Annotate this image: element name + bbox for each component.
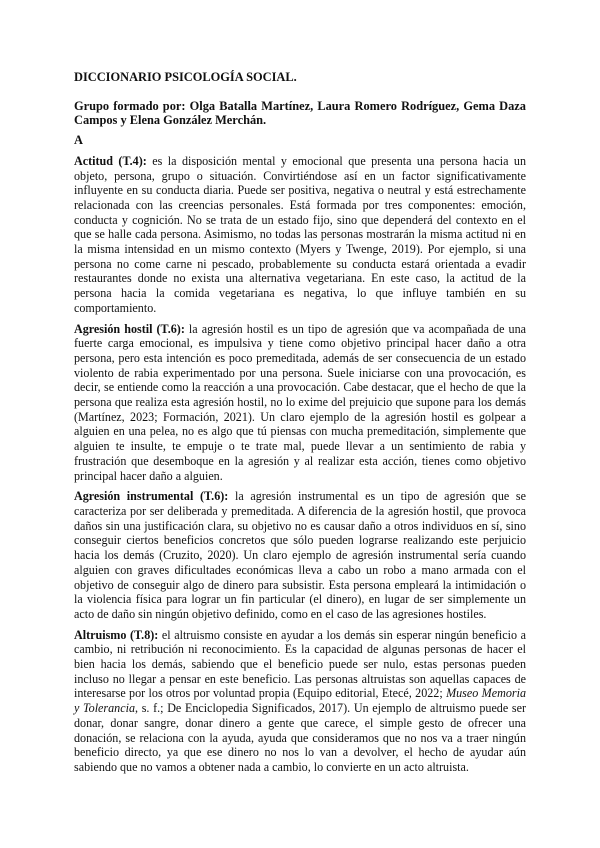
entry-agresion-instrumental <box>74 489 526 621</box>
entry-text: el altruismo consiste en ayudar a los demás sin esperar ningún beneficio a cambio, ni retribución ni reconocimiento. Es la capacidad de algunas personas de hacer el bien hacia los demás, sabiendo que el beneficio puede ser nulo, estas personas pueden incluso no llegar a pensar en este beneficio. Las personas altruistas son aquellas capaces de interesarse por los otros por voluntad propia (Equipo editorial, Etecé, 2022; <box>74 627 526 701</box>
entry-italic-source: Museo Memoria y Tolerancia <box>74 686 526 716</box>
entry-actitud <box>74 154 526 316</box>
entry-term: Actitud (T.4): <box>74 153 147 168</box>
entry-text: es la disposición mental y emocional que presenta una persona hacia un objeto, persona, grupo o situación. Convirtiéndose así en un factor significativamente influyente en su conducta diaria. Puede ser positiva, negativa o neutral y está estrechamente relacionada con las creencias personales. Está formada por tres componentes: emoción, conducta y cognición. No se trata de un estado fijo, sino que dependerá del contexto en el que se halle cada persona. Asimismo, no todas las personas mostrarán la misma actitud ni en la misma intensidad en un mismo contexto (Myers y Twenge, 2019). Por ejemplo, si una persona no come carne ni pescado, probablemente su conducta estará orientada a evadir restaurantes donde no exista una alternativa vegetariana. En este caso, la actitud de la persona hacia la comida vegetariana es negativa, lo que influye también en su comportamiento. <box>74 153 527 315</box>
document-title: DICCIONARIO PSICOLOGÍA SOCIAL. <box>74 70 297 84</box>
entry-text: la agresión instrumental es un tipo de agresión que se caracteriza por ser deliberada y premeditada. A diferencia de la agresión hostil, que provoca daños sin una justificación clara, su objetivo no es causar daño a otros individuos en sí, sino conseguir ciertos beneficios concretos que sólo pueden lograrse realizando este perjuicio hacia los demás (Cruzito, 2020). Un claro ejemplo de agresión instrumental sería cuando alguien con graves dificultades económicas lleva a cabo un robo a mano armada con el objetivo de conseguir algo de dinero para subsistir. Esta persona empleará la intimidación o la violencia física para lograr un fin particular (el dinero), en lugar de ser simplemente un acto de daño sin ningún objetivo definido, como en el caso de las agresiones hostiles. <box>74 489 526 621</box>
entry-text: la agresión hostil es un tipo de agresión que va acompañada de una fuerte carga emocional, es impulsiva y tiene como objetivo principal hacer daño a otra persona, pero esta intención es poco premeditada, además de ser consecuencia de un estado violento de rabia experimentado por una persona. Suele iniciarse con una provocación, es decir, se entiende como la reacción a una provocación. Cabe destacar, que el hecho de que la persona que realiza esta agresión hostil, no lo exime del prejuicio que supone para los demás (Martínez, 2023; Formación, 2021). Un claro ejemplo de la agresión hostil es golpear a alguien en una pelea, no es algo que tú piensas con mucha premeditación, simplemente que alguien te insulte, te empuje o te trate mal, puede llevar a un sentimiento de rabia y frustración que desemboque en la agresión y al realizar esta acción, tienes como objetivo principal hacer daño a alguien. <box>74 321 526 483</box>
document-page <box>74 70 526 781</box>
authors-line: Grupo formado por: Olga Batalla Martínez, Laura Romero Rodríguez, Gema Daza Campos y Elena González Merchán. <box>74 98 526 128</box>
entry-altruismo <box>74 628 526 775</box>
entry-agresion-hostil <box>74 322 526 484</box>
entry-term: Agresión instrumental (T.6): <box>74 489 229 504</box>
entry-term: Altruismo (T.8): <box>74 627 159 642</box>
entry-text-continued: , s. f.; De Enciclopedia Significados, 2017). Un ejemplo de altruismo puede ser donar, donar sangre, donar dinero a gente que carece, el simple gesto de ofrecer una donación, se relaciona con la ayuda, ayuda que consideramos que no nos va a traer ningún beneficio directo, ya que ese dinero no nos lo van a devolver, el hecho de ayudar aún sabiendo que no vamos a obtener nada a cambio, lo convierte en un acto altruista. <box>74 701 526 774</box>
entry-term: Agresión hostil (T.6): <box>74 321 185 336</box>
section-letter: A <box>74 133 83 148</box>
